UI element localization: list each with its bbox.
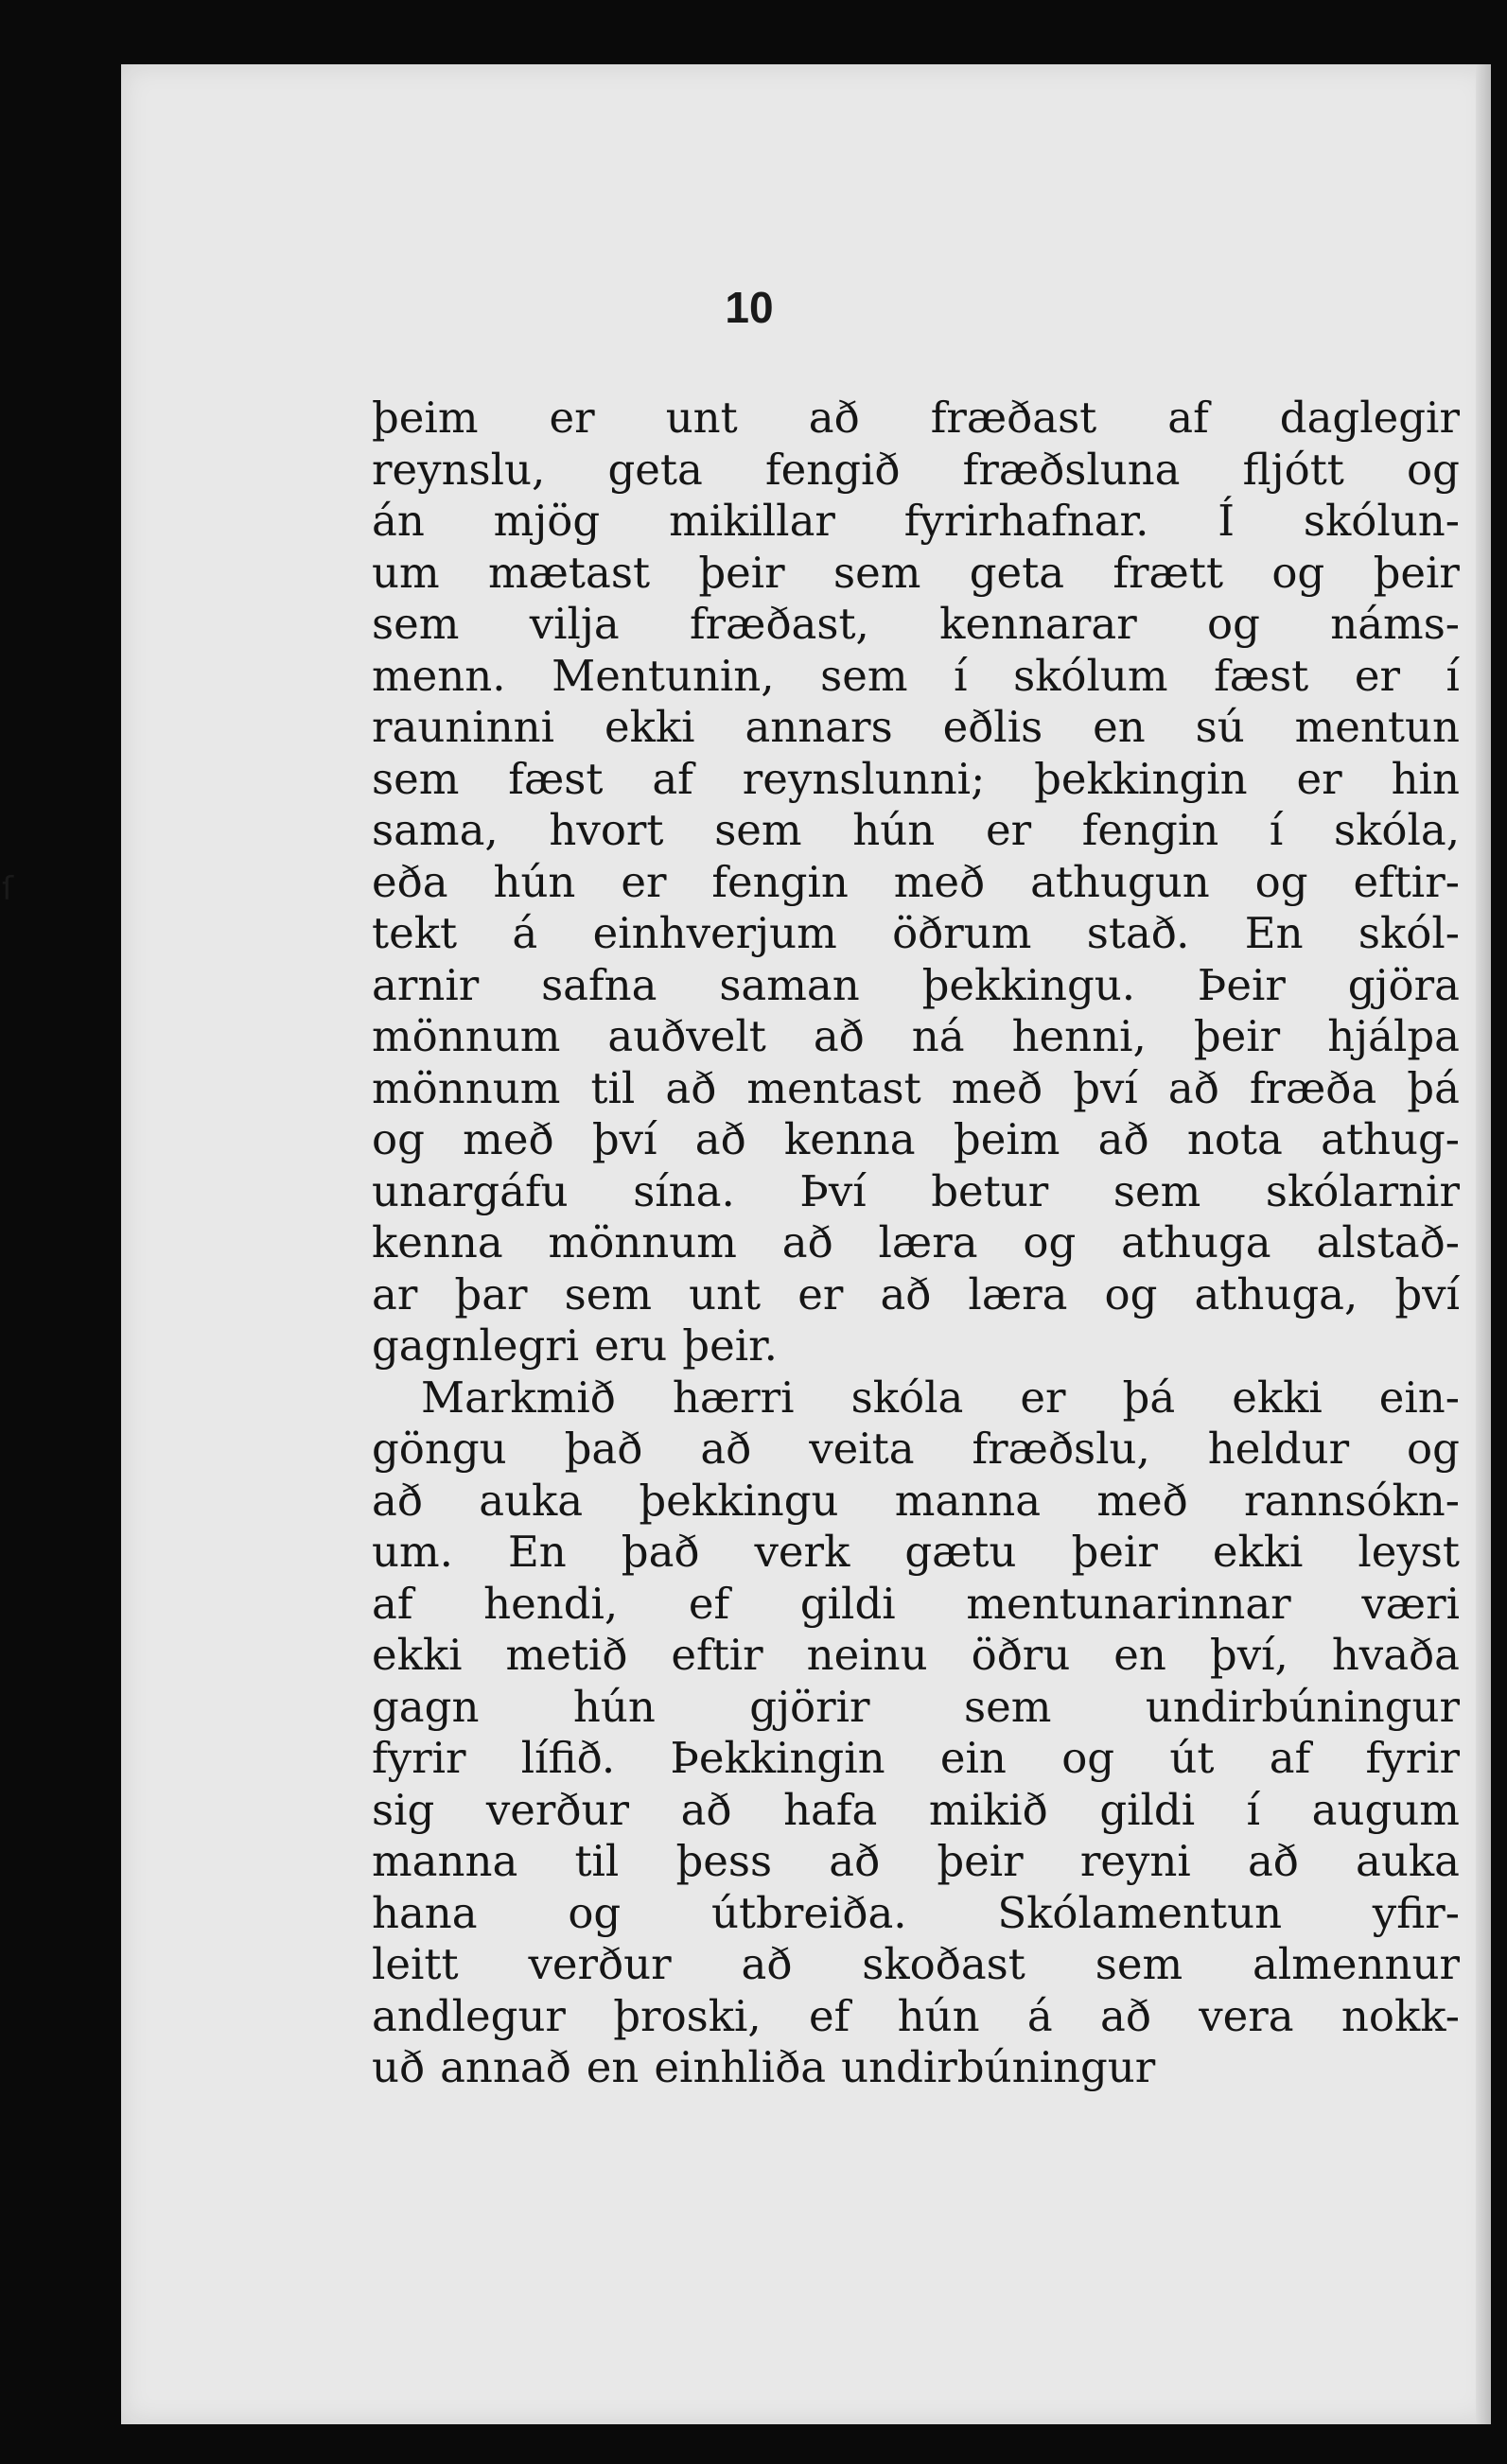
word: er [985, 805, 1032, 855]
word: fengin [711, 856, 849, 907]
word: auka [479, 1475, 584, 1526]
word: en [1113, 1630, 1166, 1680]
word: saman [719, 959, 860, 1010]
text-line [372, 599, 1460, 651]
text-line [372, 445, 1460, 497]
word: og [1061, 1733, 1115, 1783]
word: að [694, 1114, 746, 1164]
word: að [781, 1217, 833, 1267]
word: athuga [1121, 1217, 1271, 1267]
word: gildi [799, 1578, 896, 1629]
word: sama, [372, 805, 499, 855]
word: athug- [1321, 1114, 1460, 1164]
word: að [808, 393, 860, 443]
word: heldur [1207, 1424, 1350, 1474]
word: hvaða [1331, 1630, 1460, 1680]
word: að [1167, 1062, 1219, 1113]
word: mikið [928, 1784, 1048, 1835]
word: öðrum [892, 908, 1032, 958]
word: því [1394, 1268, 1460, 1319]
word: skól- [1358, 908, 1460, 958]
word: gildi [1099, 1784, 1196, 1835]
word: eru [594, 1320, 668, 1371]
text-line [372, 2042, 1460, 2094]
word: en [1093, 702, 1146, 752]
word: ekki [372, 1630, 463, 1680]
word: í [1446, 650, 1460, 701]
word: skólum [1013, 650, 1168, 701]
word: hana [372, 1887, 478, 1938]
word: er [1020, 1372, 1066, 1423]
word: af [652, 753, 693, 804]
word: Þeir [1197, 959, 1286, 1010]
text-line [372, 1579, 1460, 1631]
word: þar [454, 1268, 528, 1319]
text-line [372, 393, 1460, 445]
word: af [1269, 1733, 1311, 1783]
word: mönnum [372, 1011, 561, 1061]
word: rannsókn- [1244, 1475, 1460, 1526]
body-text [372, 393, 1460, 2094]
word: fræða [1249, 1062, 1377, 1113]
text-line [372, 1011, 1460, 1063]
word: án [372, 496, 425, 546]
word: til [574, 1836, 620, 1886]
text-line [372, 1630, 1460, 1682]
word: ein [939, 1733, 1007, 1783]
text-line [372, 1476, 1460, 1528]
text-line [372, 1217, 1460, 1269]
word: metið [505, 1630, 628, 1680]
word: þeim [372, 393, 479, 443]
word: unt [689, 1268, 762, 1319]
word: fræðast, [690, 599, 869, 649]
word: með [893, 856, 986, 907]
word: náms- [1330, 599, 1460, 649]
text-line [372, 496, 1460, 548]
word: kennarar [939, 599, 1137, 649]
word: ein- [1378, 1372, 1460, 1423]
word: ekki [1232, 1372, 1323, 1423]
word: uð [372, 2042, 426, 2092]
word: mönnum [372, 1062, 561, 1113]
word: reynslunni; [742, 753, 986, 804]
page-number: 10 [725, 283, 774, 332]
word: þeir [937, 1836, 1024, 1886]
word: eða [372, 856, 448, 907]
word: hún [852, 805, 936, 855]
word: sem [714, 805, 802, 855]
word: fyrirhafnar. [903, 496, 1149, 546]
word: mentunarinnar [966, 1578, 1291, 1629]
word: er [621, 856, 667, 907]
word: verður [485, 1784, 630, 1835]
margin-mark: ſ [2, 870, 13, 908]
word: hún [572, 1681, 656, 1732]
word: er [1296, 753, 1342, 804]
word: í [1269, 805, 1284, 855]
word: því [1073, 1062, 1138, 1113]
word: skóla [850, 1372, 964, 1423]
word: unt [665, 393, 738, 443]
word: þá [1407, 1062, 1460, 1113]
word: geta [969, 547, 1065, 598]
word: mentun [1294, 702, 1460, 752]
word: að [741, 1939, 793, 1989]
word: og [1407, 1424, 1460, 1474]
word: frætt [1113, 547, 1224, 598]
word: hún [493, 856, 576, 907]
word: að [1247, 1836, 1299, 1886]
word: er [1354, 650, 1400, 701]
word: að [1100, 1990, 1151, 2041]
word: leyst [1358, 1527, 1460, 1577]
word: safna [541, 959, 657, 1010]
word: skóla, [1334, 805, 1460, 855]
word: sú [1195, 702, 1245, 752]
page-edge [1476, 64, 1491, 2424]
word: skólarnir [1265, 1165, 1460, 1216]
word: veita [809, 1424, 915, 1474]
word: fræðsluna [962, 444, 1181, 495]
word: þá [1122, 1372, 1176, 1423]
word: að [880, 1268, 932, 1319]
word: daglegir [1279, 393, 1460, 443]
word: menn. [372, 650, 506, 701]
word: göngu [372, 1424, 507, 1474]
word: vilja [529, 599, 620, 649]
word: reynslu, [372, 444, 546, 495]
word: og [372, 1114, 425, 1164]
word: alstað- [1316, 1217, 1460, 1267]
word: skoðast [862, 1939, 1025, 1989]
word: eðlis [942, 702, 1043, 752]
word: manna [372, 1836, 518, 1886]
word: að [680, 1784, 732, 1835]
word: út [1169, 1733, 1215, 1783]
text-line [372, 754, 1460, 806]
word: sem [372, 753, 460, 804]
text-line [372, 1063, 1460, 1115]
word: þeir [1373, 547, 1460, 598]
word: eftir- [1353, 856, 1460, 907]
word: því, [1209, 1630, 1288, 1680]
word: Skólamentun [997, 1887, 1283, 1938]
word: hendi, [483, 1578, 619, 1629]
word: sem [564, 1268, 653, 1319]
word: einhliða [654, 2042, 827, 2092]
word: læra [878, 1217, 978, 1267]
word: á [1026, 1990, 1053, 2041]
word: Mentunin, [552, 650, 775, 701]
word: Í [1218, 496, 1235, 546]
word: læra [968, 1268, 1068, 1319]
word: fengin [1081, 805, 1219, 855]
word: neinu [806, 1630, 928, 1680]
word: andlegur [372, 1990, 566, 2041]
word: að [813, 1011, 865, 1061]
word: sína. [633, 1165, 735, 1216]
word: skólun- [1303, 496, 1460, 546]
word: lífið. [520, 1733, 616, 1783]
word: verk [754, 1527, 850, 1577]
word: undirbúningur [1145, 1681, 1460, 1732]
text-line [372, 651, 1460, 703]
word: fyrir [372, 1733, 466, 1783]
word: kenna [372, 1217, 503, 1267]
text-line [372, 1836, 1460, 1888]
word: hærri [672, 1372, 795, 1423]
word: sem [833, 547, 921, 598]
word: á [512, 908, 538, 958]
word: mönnum [548, 1217, 737, 1267]
word: hún [897, 1990, 980, 2041]
word: eftir [671, 1630, 763, 1680]
word: með [951, 1062, 1043, 1113]
word: undirbúningur [841, 2042, 1156, 2092]
word: þekkingu. [921, 959, 1136, 1010]
text-line [372, 1166, 1460, 1218]
word: yfir- [1372, 1887, 1460, 1938]
word: ef [688, 1578, 730, 1629]
word: En [507, 1527, 567, 1577]
word: gjöra [1347, 959, 1460, 1010]
word: og [1104, 1268, 1158, 1319]
text-line [372, 1682, 1460, 1734]
word: rauninni [372, 702, 555, 752]
word: um. [372, 1527, 453, 1577]
word: og [1271, 547, 1325, 598]
word: betur [931, 1165, 1049, 1216]
word: athugun [1030, 856, 1210, 907]
word: En [1244, 908, 1304, 958]
word: ar [372, 1268, 418, 1319]
word: í [954, 650, 968, 701]
word: kenna [783, 1114, 916, 1164]
word: væri [1361, 1578, 1460, 1629]
word: Þekkingin [670, 1733, 885, 1783]
word: og [1254, 856, 1308, 907]
text-line [372, 1991, 1460, 2043]
word: leitt [372, 1939, 459, 1989]
word: ekki [604, 702, 695, 752]
word: af [372, 1578, 413, 1629]
word: það [621, 1527, 700, 1577]
text-line [372, 1527, 1460, 1579]
text-line [372, 1114, 1460, 1166]
word: um [372, 547, 440, 598]
word: þekkingin [1034, 753, 1248, 804]
word: hjálpa [1327, 1011, 1460, 1061]
word: mjög [493, 496, 601, 546]
word: sem [820, 650, 908, 701]
word: fæst [508, 753, 604, 804]
word: auðvelt [607, 1011, 766, 1061]
word: er [549, 393, 595, 443]
word: fræðast [930, 393, 1097, 443]
word: öðru [971, 1630, 1071, 1680]
word: af [1167, 393, 1209, 443]
word: gjörir [749, 1681, 870, 1732]
word: að [665, 1062, 717, 1113]
word: vera [1199, 1990, 1294, 2041]
word: fengið [764, 444, 901, 495]
word: gagnlegri [372, 1320, 580, 1371]
word: augum [1311, 1784, 1460, 1835]
word: sem [1095, 1939, 1183, 1989]
word: Því [799, 1165, 867, 1216]
word: hin [1391, 753, 1460, 804]
word: en [586, 2042, 640, 2092]
word: er [797, 1268, 844, 1319]
word: hvort [549, 805, 664, 855]
word: gætu [904, 1527, 1017, 1577]
word: gagn [372, 1681, 480, 1732]
word: sem [1113, 1165, 1201, 1216]
word: manna [894, 1475, 1042, 1526]
word: ef [809, 1990, 850, 2041]
word: nokk- [1341, 1990, 1460, 2041]
text-line [372, 1888, 1460, 1940]
text-line [372, 908, 1460, 960]
word: að [829, 1836, 881, 1886]
word: sig [372, 1784, 435, 1835]
word: almennur [1253, 1939, 1460, 1989]
text-line [372, 702, 1460, 754]
word: mætast [487, 547, 651, 598]
word: þess [675, 1836, 773, 1886]
word: þeir [698, 547, 785, 598]
word: ekki [1212, 1527, 1304, 1577]
word: reyni [1079, 1836, 1191, 1886]
word: hafa [783, 1784, 878, 1835]
word: arnir [372, 959, 480, 1010]
word: fljótt [1242, 444, 1344, 495]
word: Markmið [421, 1372, 616, 1423]
word: stað. [1086, 908, 1190, 958]
word: nota [1186, 1114, 1283, 1164]
word: annað [440, 2042, 571, 2092]
word: þeir [1071, 1527, 1158, 1577]
text-line [372, 1372, 1460, 1424]
word: geta [607, 444, 703, 495]
word: sem [964, 1681, 1052, 1732]
word: þekkingu [639, 1475, 839, 1526]
word: útbreiða. [710, 1887, 907, 1938]
word: með [1096, 1475, 1188, 1526]
word: annars [745, 702, 893, 752]
word: í [1246, 1784, 1261, 1835]
word: þeir. [682, 1320, 778, 1371]
word: sem [372, 599, 460, 649]
word: og [1407, 444, 1460, 495]
word: til [590, 1062, 636, 1113]
text-line [372, 857, 1460, 909]
word: mentast [746, 1062, 921, 1113]
word: einhverjum [592, 908, 837, 958]
word: þeim [953, 1114, 1060, 1164]
text-line [372, 1269, 1460, 1321]
text-line [372, 1785, 1460, 1837]
word: fæst [1214, 650, 1309, 701]
word: mikillar [669, 496, 835, 546]
text-line [372, 548, 1460, 600]
word: því [591, 1114, 657, 1164]
word: að [700, 1424, 752, 1474]
word: fyrir [1365, 1733, 1460, 1783]
word: að [1097, 1114, 1149, 1164]
word: að [372, 1475, 423, 1526]
text-line [372, 960, 1460, 1012]
word: það [564, 1424, 643, 1474]
word: þeir [1193, 1011, 1281, 1061]
word: og [1023, 1217, 1077, 1267]
word: tekt [372, 908, 458, 958]
word: og [1207, 599, 1260, 649]
word: fræðslu, [972, 1424, 1150, 1474]
word: henni, [1011, 1011, 1147, 1061]
text-line [372, 1424, 1460, 1476]
text-line [372, 1939, 1460, 1991]
text-line [372, 1733, 1460, 1785]
text-line [372, 805, 1460, 857]
text-line [372, 1320, 1460, 1372]
word: athuga, [1194, 1268, 1358, 1319]
word: unargáfu [372, 1165, 569, 1216]
word: og [568, 1887, 622, 1938]
word: ná [911, 1011, 965, 1061]
word: auka [1356, 1836, 1460, 1886]
word: þroski, [613, 1990, 762, 2041]
word: með [463, 1114, 554, 1164]
word: verður [528, 1939, 672, 1989]
